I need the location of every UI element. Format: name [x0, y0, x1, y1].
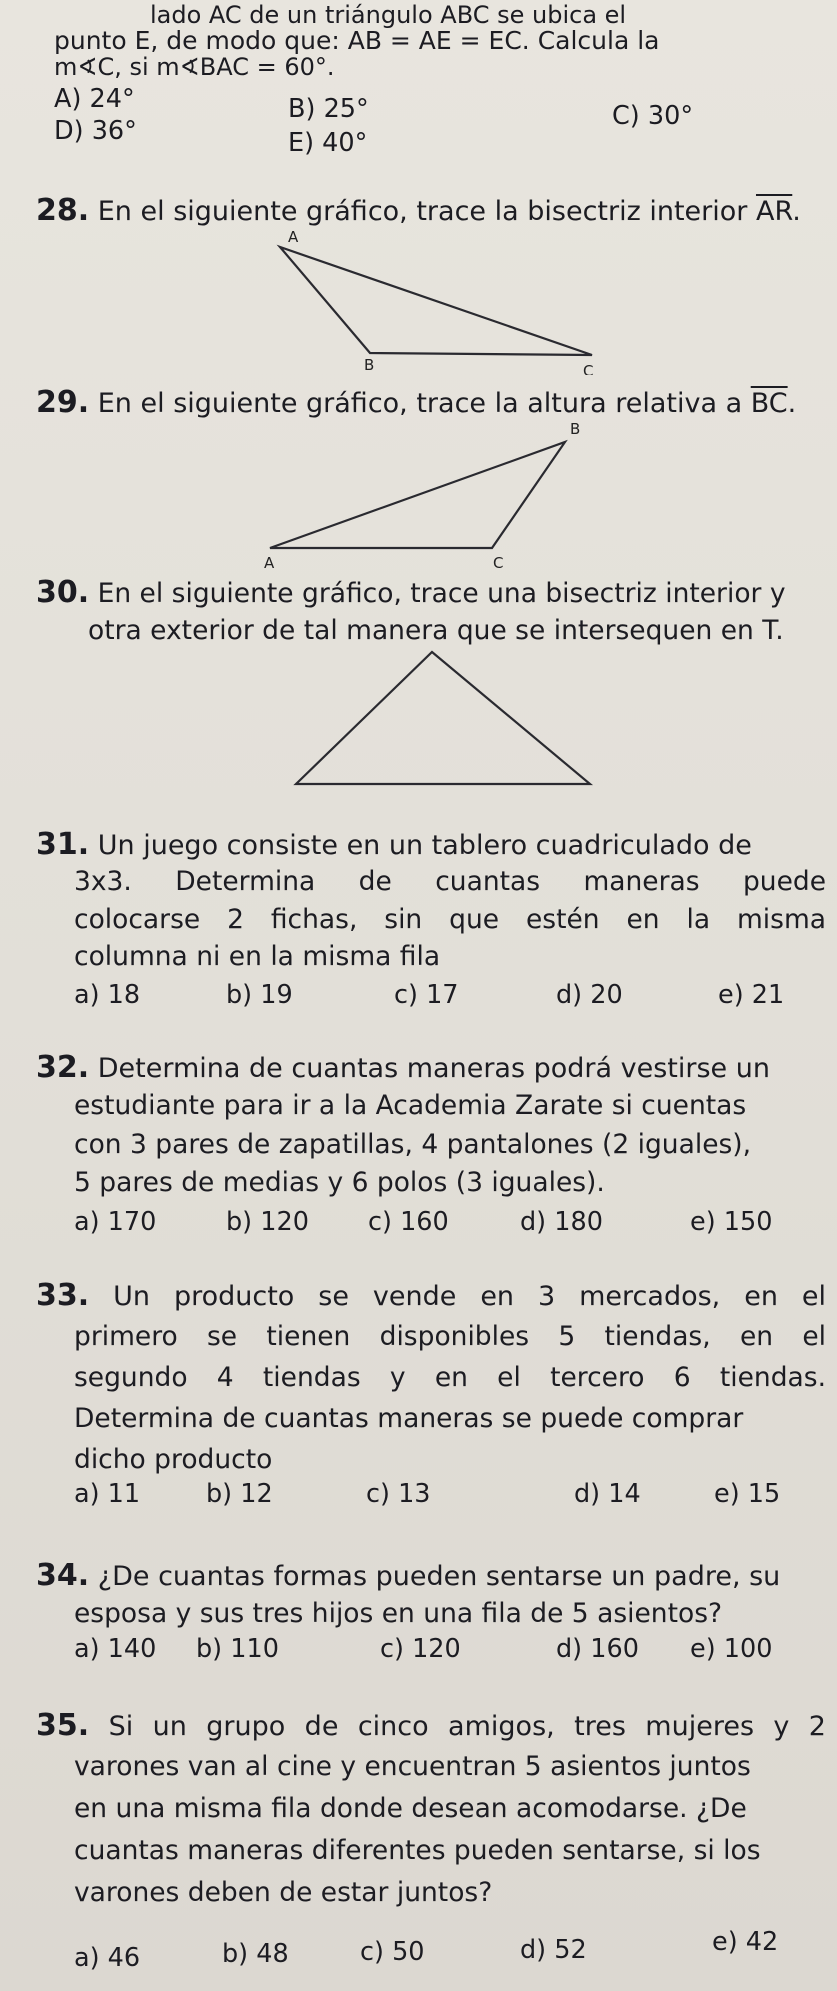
- q35-line-2: varones van al cine y encuentran 5 asientos juntos: [74, 1751, 751, 1782]
- q34-line-2: esposa y sus tres hijos en una fila de 5 asientos?: [74, 1598, 723, 1629]
- q33-line-2: primero se tienen disponibles 5 tiendas, en el: [74, 1321, 826, 1352]
- q34-option-b[interactable]: b) 110: [196, 1634, 279, 1664]
- q30-number: 30.: [36, 575, 90, 610]
- q27-option-b[interactable]: B) 25°: [288, 94, 369, 124]
- q27-option-e[interactable]: E) 40°: [288, 128, 368, 158]
- q29-triangle-figure: [0, 420, 837, 580]
- q31-option-a[interactable]: a) 18: [74, 980, 141, 1010]
- q35-number: 35.: [36, 1708, 90, 1743]
- q27-option-d[interactable]: D) 36°: [54, 116, 137, 146]
- q35-option-b[interactable]: b) 48: [222, 1939, 289, 1969]
- q33-line-1: Un producto se vende en 3 mercados, en el: [113, 1281, 826, 1312]
- q31-option-b[interactable]: b) 19: [226, 980, 293, 1010]
- q29-segment: $\overline{BC}$: [750, 388, 788, 419]
- q28-label-b: B: [364, 356, 375, 374]
- q31-option-c[interactable]: c) 17: [394, 980, 459, 1010]
- q27-line-1: punto E, de modo que: AB = AE = EC. Calcula la: [54, 26, 660, 55]
- q35-option-c[interactable]: c) 50: [360, 1937, 425, 1967]
- q35-option-d[interactable]: d) 52: [520, 1935, 587, 1965]
- q31-option-e[interactable]: e) 21: [718, 980, 785, 1010]
- q31-line-3: colocarse 2 fichas, sin que estén en la misma: [74, 904, 826, 935]
- q30-triangle-figure: [0, 640, 837, 790]
- q32-option-c[interactable]: c) 160: [368, 1207, 449, 1237]
- q28-label-c: C: [583, 362, 594, 375]
- q32-option-e[interactable]: e) 150: [690, 1207, 773, 1237]
- q30-line-2: otra exterior de tal manera que se intersequen en T.: [88, 615, 784, 646]
- q27-line-2: m∢C, si m∢BAC = 60°.: [54, 53, 335, 81]
- q28-text: En el siguiente gráfico, trace la bisectriz interior: [97, 196, 748, 227]
- q35-line-5: varones deben de estar juntos?: [74, 1877, 493, 1908]
- q31-option-d[interactable]: d) 20: [556, 980, 623, 1010]
- q33-option-e[interactable]: e) 15: [714, 1479, 781, 1509]
- q27-line-0: lado AC de un triángulo ABC se ubica el: [150, 1, 627, 29]
- q29-label-c: C: [493, 554, 504, 572]
- q29-text: En el siguiente gráfico, trace la altura relativa a: [97, 388, 743, 419]
- q28-triangle-figure: [0, 215, 837, 375]
- q29-triangle: [270, 442, 565, 548]
- q33-option-c[interactable]: c) 13: [366, 1479, 431, 1509]
- q34-number: 34.: [36, 1558, 90, 1593]
- q30-line-1: En el siguiente gráfico, trace una bisectriz interior y: [97, 578, 786, 609]
- q33-option-a[interactable]: a) 11: [74, 1479, 141, 1509]
- q28-segment: $\overline{AR}$: [755, 196, 793, 227]
- q34-option-d[interactable]: d) 160: [556, 1634, 639, 1664]
- q33-line-4: Determina de cuantas maneras se puede comprar: [74, 1403, 744, 1434]
- q28-number: 28.: [36, 193, 90, 228]
- worksheet-page: lado AC de un triángulo ABC se ubica el punto E, de modo que: AB = AE = EC. Calcula la m∢C, si m∢BAC = 60°. A) 24° B) 25° C) 30° D) 36° E) 40° 28. En el siguiente gráfico, trace la bisectriz interior $\overline{AR}$. A B C 29. En el siguiente gráfico, trace la altura relativa a $\overline{BC}$. B A C 30. En el siguiente gráfico, trace una bisectriz interior y otra exterior de tal manera que se intersequen en T. 31. Un juego consiste en un tablero cuadriculado de 3x3. Determina de cuantas maneras puede colocarse 2 fichas, sin que estén en la misma columna ni en la misma fila a) 18 b) 19 c) 17 d) 20 e) 21 32. Determina de cuantas maneras podrá vestirse un estudiante para ir a la Academia Zarate si cuentas con 3 pares de zapatillas, 4 pantalones (2 iguales), 5 pares de medias y 6 polos (3 iguales). a) 170 b) 120 c) 160 d) 180 e) 150 33. Un producto se vende en 3 mercados, en el primero se tienen disponibles 5 tiendas, en el segundo 4 tiendas y en el tercero 6 tiendas. Determina de cuantas maneras se puede comprar dicho producto a) 11 b) 12 c) 13 d) 14 e) 15 34. ¿De cuantas formas pueden sentarse un padre, su esposa y sus tres hijos en una fila de 5 asientos? a) 140 b) 110 c) 120 d) 160 e) 100 35. Si un grupo de cinco amigos, tres mujeres y 2 varones van al cine y encuentran 5 asientos juntos en una misma fila donde desean acomodarse. ¿De cuantas maneras diferentes pueden sentarse, si los varones deben de estar juntos? a) 46 b) 48 c) 50 d) 52 e) 42: [0, 0, 837, 1991]
- q31-line-1: Un juego consiste en un tablero cuadriculado de: [97, 830, 752, 861]
- q35-option-e[interactable]: e) 42: [712, 1927, 779, 1957]
- q32-line-4: 5 pares de medias y 6 polos (3 iguales).: [74, 1167, 605, 1198]
- q35-line-3: en una misma fila donde desean acomodarse. ¿De: [74, 1793, 747, 1824]
- q27-option-c[interactable]: C) 30°: [612, 101, 694, 131]
- q32-number: 32.: [36, 1050, 90, 1085]
- q34-option-c[interactable]: c) 120: [380, 1634, 461, 1664]
- q29-number: 29.: [36, 385, 90, 420]
- q33-option-d[interactable]: d) 14: [574, 1479, 641, 1509]
- q33-option-b[interactable]: b) 12: [206, 1479, 273, 1509]
- q35-line-4: cuantas maneras diferentes pueden sentarse, si los: [74, 1835, 761, 1866]
- q34-line-1: ¿De cuantas formas pueden sentarse un padre, su: [97, 1561, 781, 1592]
- q31-number: 31.: [36, 827, 90, 862]
- q29-label-a: A: [264, 554, 275, 572]
- q31-line-4: columna ni en la misma fila: [74, 941, 441, 972]
- q34-option-a[interactable]: a) 140: [74, 1634, 157, 1664]
- q35-line-1: Si un grupo de cinco amigos, tres mujeres y 2: [108, 1711, 826, 1742]
- q33-number: 33.: [36, 1278, 90, 1313]
- q29-label-b: B: [570, 420, 581, 438]
- q28-triangle: [280, 247, 592, 355]
- q30-triangle: [296, 652, 590, 784]
- q32-option-d[interactable]: d) 180: [520, 1207, 603, 1237]
- q32-line-1: Determina de cuantas maneras podrá vestirse un: [97, 1053, 770, 1084]
- q35-option-a[interactable]: a) 46: [74, 1943, 141, 1973]
- q32-line-3: con 3 pares de zapatillas, 4 pantalones (2 iguales),: [74, 1129, 752, 1160]
- q33-line-5: dicho producto: [74, 1444, 273, 1475]
- q28-label-a: A: [288, 228, 299, 246]
- q32-line-2: estudiante para ir a la Academia Zarate si cuentas: [74, 1090, 747, 1121]
- q32-option-a[interactable]: a) 170: [74, 1207, 157, 1237]
- q31-line-2: 3x3. Determina de cuantas maneras puede: [74, 866, 826, 897]
- q27-option-a[interactable]: A) 24°: [54, 84, 135, 114]
- q33-line-3: segundo 4 tiendas y en el tercero 6 tiendas.: [74, 1362, 826, 1393]
- q34-option-e[interactable]: e) 100: [690, 1634, 773, 1664]
- q32-option-b[interactable]: b) 120: [226, 1207, 309, 1237]
